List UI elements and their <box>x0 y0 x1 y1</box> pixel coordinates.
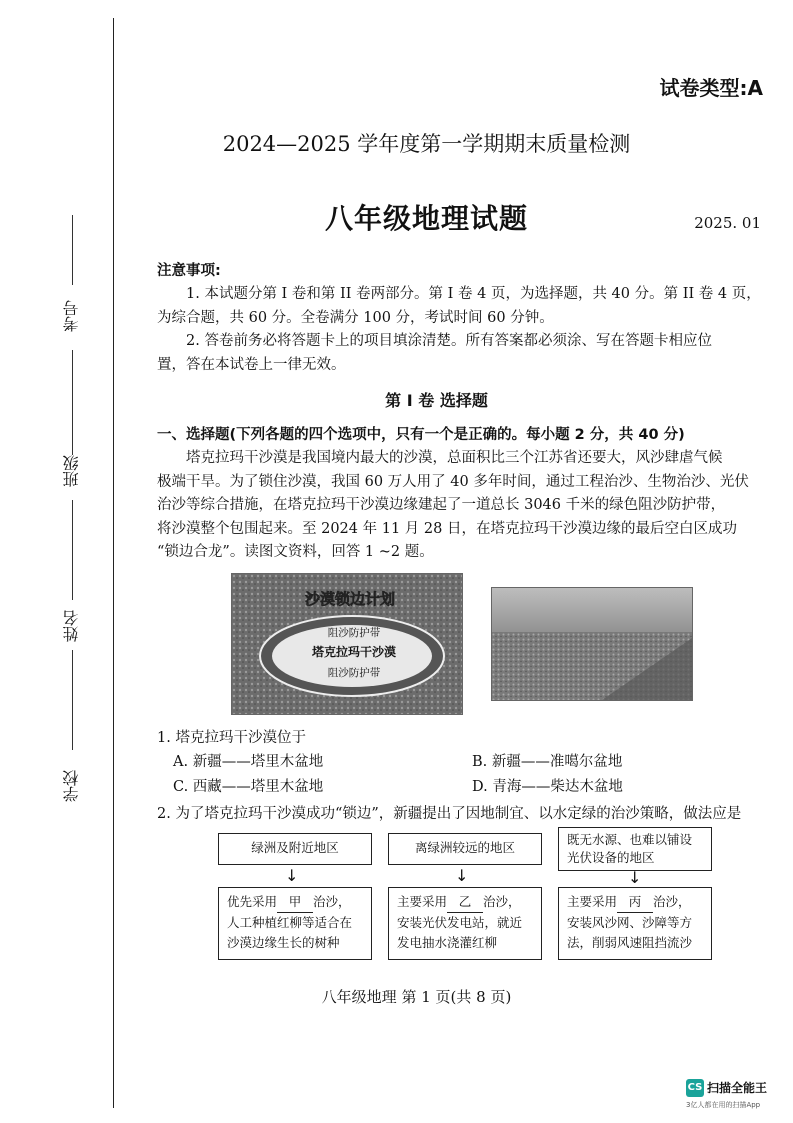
scanner-logo <box>686 1077 767 1097</box>
class-label: 班级 <box>62 455 81 487</box>
flow-col3-post: 治沙， <box>653 894 691 909</box>
passage-line-4: 将沙漠整个包围起来。至 2024 年 11 月 28 日，在塔克拉玛干沙漠边缘的最后空白区成功 <box>157 520 737 537</box>
note-1-line-1: 1. 本试题分第 I 卷和第 II 卷两部分。第 I 卷 4 页，为选择题，共 40 分。第 II 卷 4 页， <box>186 286 761 302</box>
passage-line-1: 塔克拉玛干沙漠是我国境内最大的沙漠，总面积比三个江苏省还要大，风沙肆虐气候 <box>186 450 723 466</box>
desert-edge-photo <box>491 587 693 701</box>
name-line <box>72 650 73 750</box>
flow-arrow-3: ↓ <box>628 868 642 887</box>
exam-no-label: 考号 <box>62 300 81 332</box>
note-2-line-2: 置，答在本试卷上一律无效。 <box>157 356 346 373</box>
flow-col3-line3: 法，削弱风速阻挡流沙 <box>567 935 693 950</box>
flow-col2-line3: 发电抽水浇灌红柳 <box>397 935 498 950</box>
flow-col3-line2: 安装风沙网、沙障等方 <box>567 915 693 930</box>
passage-line-2: 极端干旱。为了锁住沙漠，我国 60 万人用了 40 多年时间，通过工程治沙、生物治沙、光伏 <box>157 473 749 490</box>
flow-arrow-1: ↓ <box>285 866 299 885</box>
passage <box>157 447 765 565</box>
map-title: 沙漠锁边计划 <box>304 590 396 608</box>
note-1-line-2: 为综合题，共 60 分。全卷满分 100 分，考试时间 60 分钟。 <box>157 309 554 326</box>
page-footer: 八年级地理 第 1 页(共 8 页) <box>321 988 512 1006</box>
flow-col1-top: 绿洲及附近地区 <box>218 833 372 865</box>
desert-lock-map-figure <box>231 573 463 715</box>
flow-col1-bottom <box>218 887 372 960</box>
q1-option-d[interactable]: D. 青海——柴达木盆地 <box>472 779 623 795</box>
scanner-app-icon: CS <box>686 1079 704 1097</box>
flow-col2-post: 治沙， <box>483 894 521 909</box>
passage-line-3: 治沙等综合措施，在塔克拉玛干沙漠边缘建起了一道总长 3046 千米的绿色阻沙防护带， <box>157 497 726 513</box>
scanner-app-name: 扫描全能王 <box>707 1081 768 1095</box>
blank-jia: 甲 <box>277 892 313 913</box>
page-title: 八年级地理试题 <box>324 202 528 235</box>
flow-col3-pre: 主要采用 <box>567 894 618 909</box>
q1-option-a[interactable]: A. 新疆——塔里木盆地 <box>173 754 324 770</box>
flow-col3-top-line2: 光伏设备的地区 <box>567 850 655 865</box>
section-title: 第 I 卷 选择题 <box>385 391 488 410</box>
flow-col2-bottom <box>388 887 542 960</box>
notes-heading: 注意事项: <box>157 263 221 279</box>
q1-option-b[interactable]: B. 新疆——准噶尔盆地 <box>472 754 623 770</box>
school-label: 学校 <box>62 770 81 802</box>
flow-col3-bottom <box>558 887 712 960</box>
flow-col1-post: 治沙， <box>313 894 351 909</box>
flow-col3-top <box>558 827 712 871</box>
question-type-heading: 一、选择题(下列各题的四个选项中，只有一个是正确的。每小题 2 分，共 40 分) <box>157 427 685 443</box>
flow-col3-line1 <box>567 892 703 913</box>
paper-type: 试卷类型:A <box>659 76 763 100</box>
exam-title: 2024—2025 学年度第一学期期末质量检测 <box>222 132 631 156</box>
flow-col1-line2: 人工种植红柳等适合在 <box>227 915 353 930</box>
map-graphic <box>232 574 462 714</box>
photo-graphic <box>492 588 692 700</box>
flow-col1-line3: 沙漠边缘生长的树种 <box>227 935 340 950</box>
map-belt-top: 阻沙防护带 <box>327 627 381 639</box>
binding-line <box>113 18 114 1108</box>
flow-arrow-2: ↓ <box>455 866 469 885</box>
flow-col2-line2: 安装光伏发电站，就近 <box>397 915 523 930</box>
passage-line-5: “锁边合龙”。读图文资料，回答 1 ~2 题。 <box>157 544 434 560</box>
name-label: 姓名 <box>62 610 81 642</box>
flow-col2-top: 离绿洲较远的地区 <box>388 833 542 865</box>
flow-col1-pre: 优先采用 <box>227 894 278 909</box>
q1-option-c[interactable]: C. 西藏——塔里木盆地 <box>173 779 324 795</box>
map-belt-bottom: 阻沙防护带 <box>327 667 381 679</box>
blank-bing: 丙 <box>617 892 653 913</box>
scanner-tagline: 3亿人都在用的扫描App <box>686 1101 761 1109</box>
flow-col1-line1 <box>227 892 363 913</box>
q2-stem: 2. 为了塔克拉玛干沙漠成功“锁边”，新疆提出了因地制宜、以水定绿的治沙策略，做法应是 <box>157 806 742 822</box>
blank-yi: 乙 <box>447 892 483 913</box>
map-desert-label: 塔克拉玛干沙漠 <box>311 645 397 659</box>
flow-col3-top-line1: 既无水源、也难以铺设 <box>567 832 693 847</box>
flow-col2-line1 <box>397 892 533 913</box>
q1-stem: 1. 塔克拉玛干沙漠位于 <box>157 730 306 746</box>
exam-date: 2025. 01 <box>694 214 761 232</box>
notes-body <box>157 283 765 377</box>
class-line-bottom <box>72 500 73 600</box>
flow-col2-pre: 主要采用 <box>397 894 448 909</box>
note-2-line-1: 2. 答卷前务必将答题卡上的项目填涂清楚。所有答案都必须涂、写在答题卡相应位 <box>186 333 712 349</box>
